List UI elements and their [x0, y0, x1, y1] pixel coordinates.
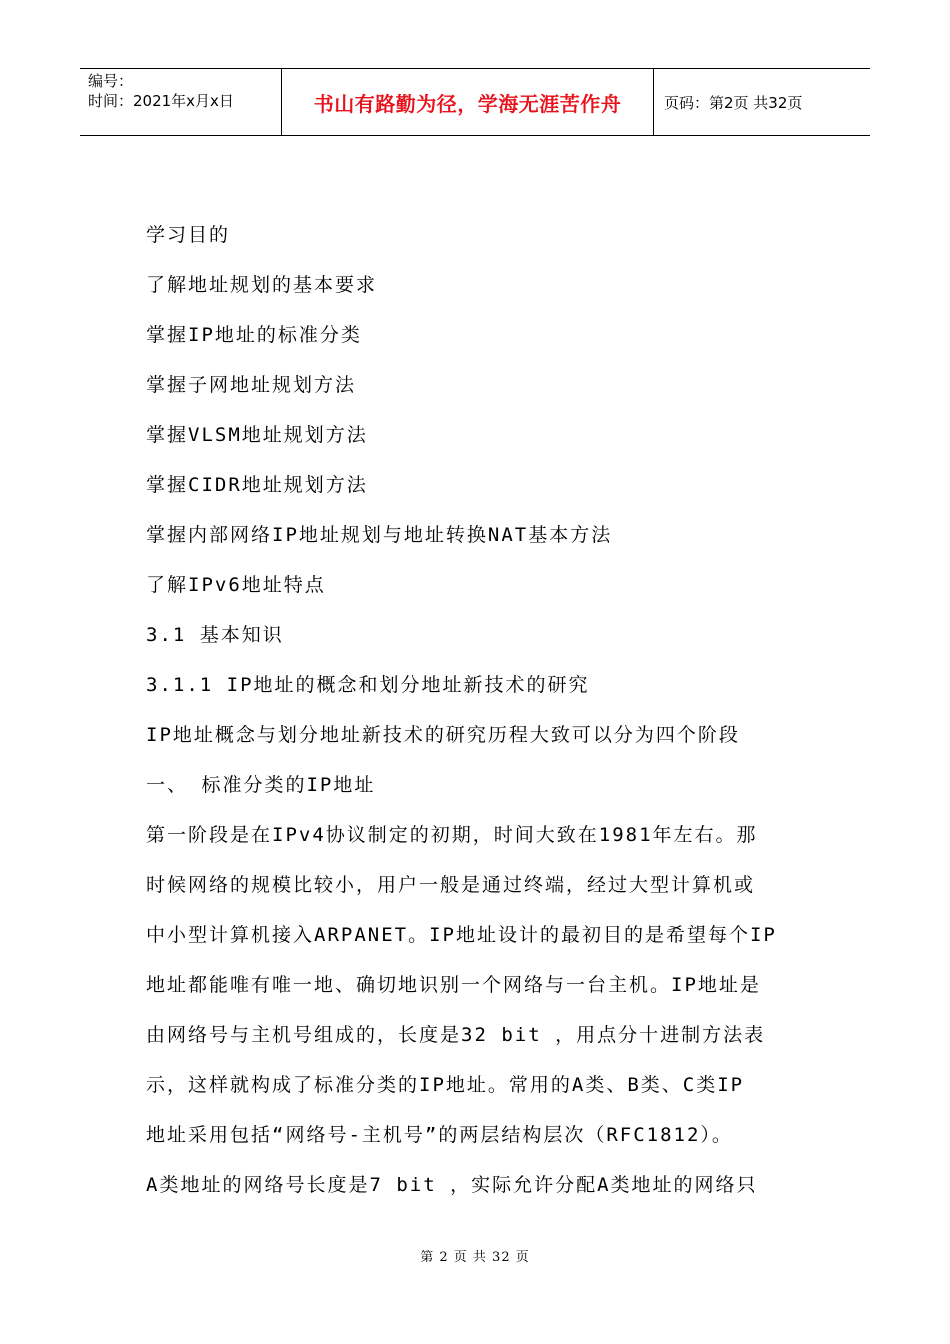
body-line: 第一阶段是在IPv4协议制定的初期，时间大致在1981年左右。那 — [146, 824, 758, 846]
document-header — [80, 68, 870, 136]
body-line: A类地址的网络号长度是7 bit ，实际允许分配A类地址的网络只 — [146, 1174, 758, 1196]
body-line: 由网络号与主机号组成的，长度是32 bit ，用点分十进制方法表 — [146, 1024, 766, 1046]
body-line: 示，这样就构成了标准分类的IP地址。常用的A类、B类、C类IP — [146, 1074, 745, 1096]
section-heading: 3.1 基本知识 — [146, 624, 284, 646]
section-heading: 学习目的 — [146, 224, 231, 246]
subsection-heading: 一、 标准分类的IP地址 — [146, 774, 376, 796]
body-line: IP地址概念与划分地址新技术的研究历程大致可以分为四个阶段 — [146, 724, 740, 746]
page-footer: 第 2 页 共 32 页 — [420, 1250, 530, 1265]
document-body — [146, 210, 826, 1210]
number-label: 编号： — [88, 72, 134, 90]
header-meta-cell — [80, 69, 282, 135]
objective-item: 掌握内部网络IP地址规划与地址转换NAT基本方法 — [146, 524, 613, 546]
body-line: 中小型计算机接入ARPANET。IP地址设计的最初目的是希望每个IP — [146, 924, 777, 946]
page-info: 页码：第2页 共32页 — [664, 93, 803, 112]
subsection-heading: 3.1.1 IP地址的概念和划分地址新技术的研究 — [146, 674, 590, 696]
objective-item: 掌握IP地址的标准分类 — [146, 324, 362, 346]
objective-item: 掌握子网地址规划方法 — [146, 374, 357, 396]
date-label: 时间：2021年x月x日 — [88, 92, 234, 110]
body-line: 时候网络的规模比较小，用户一般是通过终端，经过大型计算机或 — [146, 874, 756, 896]
motto-text: 书山有路勤为径，学海无涯苦作舟 — [313, 91, 622, 116]
body-line: 地址采用包括“网络号-主机号”的两层结构层次（RFC1812）。 — [146, 1124, 733, 1146]
objective-item: 掌握VLSM地址规划方法 — [146, 424, 368, 446]
objective-item: 了解IPv6地址特点 — [146, 574, 326, 596]
header-page-cell — [654, 69, 870, 135]
objective-item: 了解地址规划的基本要求 — [146, 274, 378, 296]
header-motto-cell — [282, 69, 654, 135]
objective-item: 掌握CIDR地址规划方法 — [146, 474, 368, 496]
body-line: 地址都能唯有唯一地、确切地识别一个网络与一台主机。IP地址是 — [146, 974, 761, 996]
